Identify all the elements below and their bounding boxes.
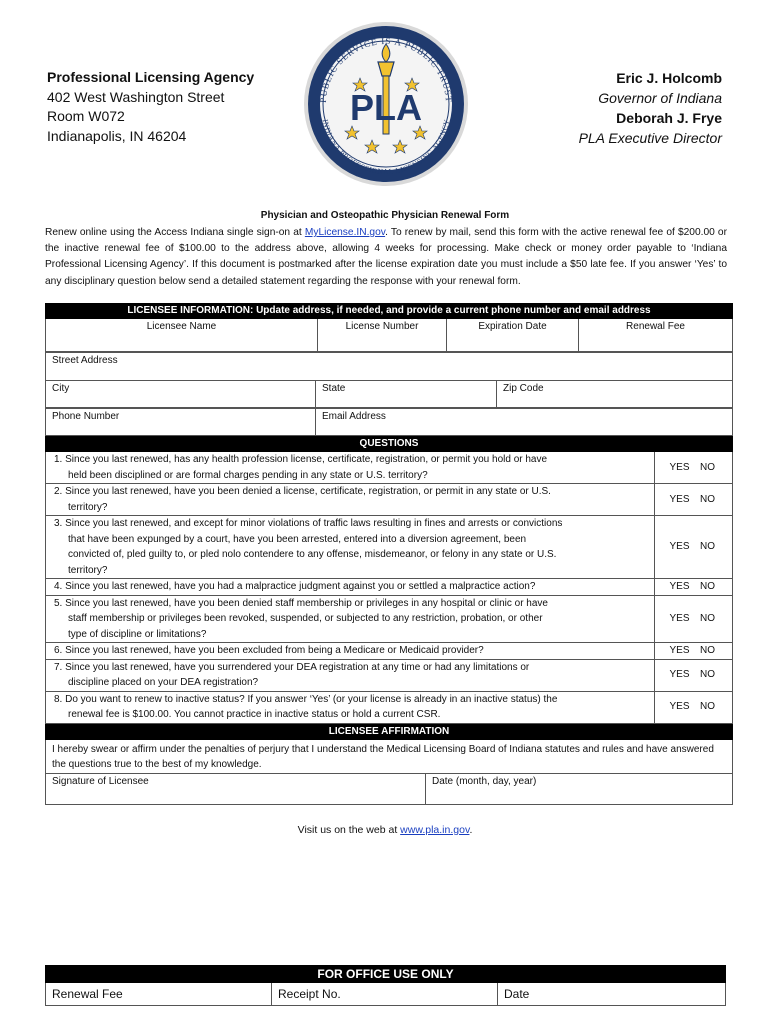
office-use-header: FOR OFFICE USE ONLY	[46, 966, 726, 983]
question-row	[46, 452, 733, 484]
governor-name: Eric J. Holcomb	[616, 70, 722, 86]
licensee-name-field[interactable]: Licensee Name	[46, 319, 318, 352]
questions-table	[45, 436, 733, 724]
contact-table	[45, 408, 733, 436]
signature-field[interactable]: Signature of Licensee	[46, 773, 426, 804]
svg-text:PLA: PLA	[350, 87, 422, 128]
renewal-form	[45, 303, 732, 805]
director-name: Deborah J. Frye	[616, 110, 722, 126]
question-6: 6. Since you last renewed, have you been excluded from being a Medicare or Medicaid provider?	[46, 643, 655, 660]
affirmation-text: I hereby swear or affirm under the penalties of perjury that I understand the Medical Licensing Board of Indiana statutes and rules and have answered the questions true to the best of my knowledge.	[46, 739, 733, 773]
office-receipt-no: Receipt No.	[272, 983, 498, 1006]
answer-5[interactable]: YES NO	[655, 595, 733, 643]
officials-block	[579, 68, 722, 148]
office-renewal-fee: Renewal Fee	[46, 983, 272, 1006]
question-3: 3. Since you last renewed, and except for minor violations of traffic laws resulting in fines and arrests or convictions that have been expunged by a court, have you been arrested, entered into a diversion agreement, been convicted of, pled guilty to, or pled nolo contendere to any offense, misdemeanor, or felony in any state or U.S. territory?	[46, 516, 655, 579]
city-field[interactable]: City	[46, 381, 316, 408]
question-5: 5. Since you last renewed, have you been denied staff membership or privileges in any hospital or clinic or have staff membership or privileges been revoked, suspended, or subjected to any restriction, probation, or other type of discipline or limitations?	[46, 595, 655, 643]
question-row	[46, 595, 733, 643]
question-1: 1. Since you last renewed, has any health profession license, certificate, registration, or permit you hold or have held been disciplined or are formal charges pending in any state or U.S. territory?	[46, 452, 655, 484]
address-line-2: Room W072	[47, 108, 125, 124]
answer-8[interactable]: YES NO	[655, 691, 733, 723]
questions-header: QUESTIONS	[46, 437, 733, 452]
state-field[interactable]: State	[316, 381, 497, 408]
renewal-fee-field[interactable]: Renewal Fee	[579, 319, 733, 352]
governor-title: Governor of Indiana	[598, 90, 722, 106]
address-table	[45, 352, 733, 408]
svg-text:PUBLIC SERVICE IS A PUBLIC TRU: PUBLIC SERVICE IS A PUBLIC TRUST	[317, 35, 455, 104]
form-title: Physician and Osteopathic Physician Renewal Form	[260, 210, 510, 221]
intro-text-2: . To renew by mail, send this form with the active renewal fee of $200.00 or the inactive renewal fee of $100.00 to the address above, allowing 4 weeks for processing. Make check or money order payable to ‘Indiana Professional Licensing Agency’. If this document is postmarked after the license expiration date you must include a $50 late fee. If you answer ‘Yes’ to any disciplinary question below send a detailed statement regarding the response with your renewal form.	[45, 227, 727, 287]
street-address-field[interactable]: Street Address	[46, 353, 733, 381]
svg-text:INDIANA PROFESSIONAL LICENSING: INDIANA PROFESSIONAL LICENSING AGENCY	[320, 118, 452, 177]
signature-date-field[interactable]: Date (month, day, year)	[426, 773, 733, 804]
answer-7[interactable]: YES NO	[655, 659, 733, 691]
question-2: 2. Since you last renewed, have you been denied a license, certificate, registration, or permit in any state or U.S. territory?	[46, 484, 655, 516]
answer-2[interactable]: YES NO	[655, 484, 733, 516]
office-use-table	[45, 965, 726, 1006]
zip-code-field[interactable]: Zip Code	[497, 381, 733, 408]
mylicense-link[interactable]: MyLicense.IN.gov	[304, 227, 386, 238]
address-line-1: 402 West Washington Street	[47, 88, 225, 105]
answer-1[interactable]: YES NO	[655, 452, 733, 484]
visit-suffix: .	[469, 824, 473, 836]
email-address-field[interactable]: Email Address	[316, 409, 733, 436]
director-title: PLA Executive Director	[578, 130, 722, 146]
website-note	[0, 824, 770, 836]
instructions-paragraph	[45, 225, 727, 290]
question-7: 7. Since you last renewed, have you surrendered your DEA registration at any time or had any limitations or discipline placed on your DEA registration?	[46, 659, 655, 691]
pla-seal-logo	[302, 20, 470, 188]
answer-6[interactable]: YES NO	[655, 643, 733, 660]
licensee-info-header: LICENSEE INFORMATION: Update address, if needed, and provide a current phone number and email address	[46, 304, 733, 319]
agency-address	[47, 68, 254, 146]
office-use-box	[45, 965, 725, 1006]
answer-4[interactable]: YES NO	[655, 579, 733, 596]
address-line-3: Indianapolis, IN 46204	[47, 127, 187, 144]
question-row	[46, 691, 733, 723]
question-row	[46, 659, 733, 691]
office-date: Date	[498, 983, 726, 1006]
license-number-field[interactable]: License Number	[318, 319, 447, 352]
question-4: 4. Since you last renewed, have you had a malpractice judgment against you or settled a malpractice action?	[46, 579, 655, 596]
agency-name: Professional Licensing Agency	[47, 69, 255, 85]
question-8: 8. Do you want to renew to inactive status? If you answer ‘Yes’ (or your license is already in an inactive status) the renewal fee is $100.00. You cannot practice in inactive status or hold a current CSR.	[46, 691, 655, 723]
question-row	[46, 516, 733, 579]
visit-text: Visit us on the web at	[297, 824, 401, 836]
affirmation-table	[45, 724, 733, 805]
question-row	[46, 579, 733, 596]
affirmation-header: LICENSEE AFFIRMATION	[46, 724, 733, 739]
intro-text-1: Renew online using the Access Indiana single sign-on at	[45, 227, 305, 238]
licensee-info-table	[45, 303, 733, 352]
question-row	[46, 643, 733, 660]
answer-3[interactable]: YES NO	[655, 516, 733, 579]
phone-number-field[interactable]: Phone Number	[46, 409, 316, 436]
expiration-date-field[interactable]: Expiration Date	[447, 319, 579, 352]
question-row	[46, 484, 733, 516]
pla-website-link[interactable]: www.pla.in.gov	[400, 824, 470, 836]
